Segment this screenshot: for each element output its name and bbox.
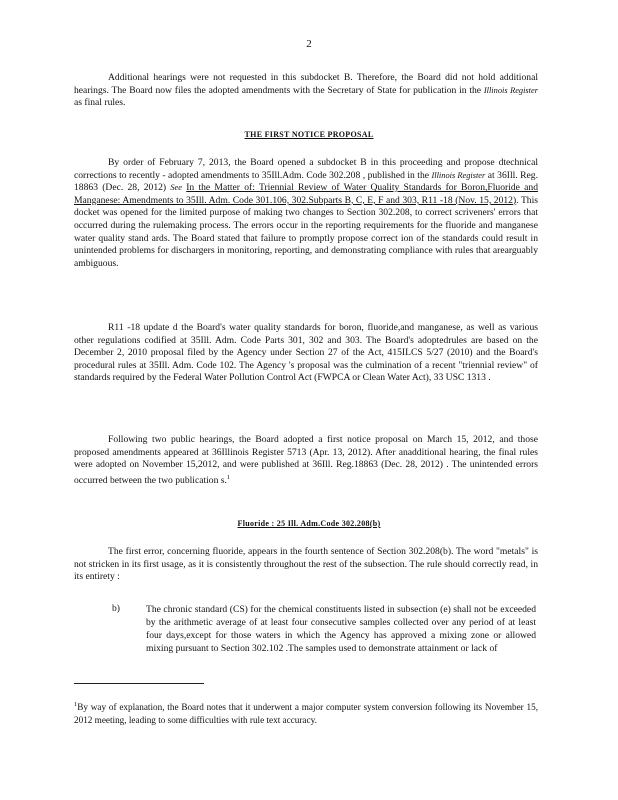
heading-first-notice: [0, 130, 618, 139]
rule-text-block: The chronic standard (CS) for the chemical constituents listed in subsection (e) shall not be exceeded by the arithmetic average of at least four consecutive samples collected over any period of at least four days,except for those waters in which the Agency has approved a mixing zone or allowed mixing pursuant to Section 302.102 .The samples used to demonstrate attainment or lack of: [146, 604, 536, 654]
footnote-ref: 1: [226, 473, 231, 481]
para4-text: Following two public hearings, the Board adopted a first notice proposal on March 15, 2012, and those proposed amendments appeared at 36Illinois Register 5713 (Apr. 13, 2012). After anadditional hearing, the final rules were adopted on November 15,2012, and were published at 36Ill. Reg.18863 (Dec. 28, 2012) . The unintended errors occurred between the two publication s.: [74, 434, 538, 486]
heading-fluoride: [0, 519, 618, 528]
paragraph-r11-18: R11 -18 update d the Board's water quality standards for boron, fluoride,and manganese, as well as various other regulations codified at 35Ill. Adm. Code Parts 301, 302 and 303. The Board's adoptedrules are based on the December 2, 2010 proposal filed by the Agency under Section 27 of the Act, 415ILCS 5/27 (2010) and the Board's procedural rules at 35Ill. Adm. Code 102. The Agency 's proposal was the culmination of a recent "triennial review" of standards required by the Federal Water Pollution Control Act (FWPCA or Clean Water Act), 33 USC 1313 .: [74, 322, 538, 384]
para1-end: as final rules.: [74, 97, 126, 109]
paragraph-first-error: The first error, concerning fluoride, appears in the fourth sentence of Section 302.208(b). The word "metals" is not stricken in its first usage, as it is consistently throughout the rest of the subsection. The rule should correctly read, in its entirety :: [74, 546, 538, 583]
footnote-separator: [74, 683, 204, 684]
footnote-text: By way of explanation, the Board notes that it underwent a major computer system conversion following its November 15, 2012 meeting, leading to some difficulties with rule text accuracy.: [74, 702, 538, 725]
paragraph-following-hearings: [74, 434, 538, 488]
para2-text-a: By order of February 7, 2013, the Board opened a subdocket B in this proceeding and propose dtechnical corrections to recently - adopted amendments to 35Ill.Adm. Code 302.208 , published in the: [74, 157, 538, 181]
heading-fluoride-text: Fluoride : 25 Ill. Adm.Code 302.208(b): [237, 519, 381, 528]
subsection-label: b): [112, 603, 120, 614]
para2-italic-register: Illinois Register: [431, 170, 486, 180]
para2-italic-see: See: [170, 183, 182, 193]
page-number: 2: [306, 38, 312, 50]
paragraph-additional-hearings: [74, 72, 538, 110]
footnote-number: 1: [74, 701, 78, 708]
footnote: [74, 699, 538, 726]
para1-text: Additional hearings were not requested in this subdocket B. Therefore, the Board did not hold additional hearings. The Board now files the adopted amendments with the Secretary of State for publication in the: [74, 72, 538, 96]
paragraph-order: [74, 157, 538, 270]
citation-link: In the Matter of: Triennial Review of Water Quality Standards for Boron,Fluoride and Manganese: Amendments to 35Ill. Adm. Code 301.106, 302.Subparts B, C, E, F and 303, R11 -18 (Nov. 15, 2012): [74, 182, 538, 206]
para2-text-c: . This docket was opened for the limited purpose of making two changes to Section 302.208, to correct scriveners' errors that occurred during the rulemaking process. The errors occur in the reporting requirements for the fluoride and manganese water quality stand ards. The Board stated that failure to promptly propose correct ion of the standards could result in unintended problems for dischargers in monitoring, reporting, and demonstrating compliance with rules that arearguably ambiguous.: [74, 194, 538, 269]
para1-italic: Illinois Register: [483, 85, 538, 95]
heading-first-notice-text: THE FIRST NOTICE PROPOSAL: [244, 130, 374, 139]
para2-text-b: at 36Ill. Reg. 18863 (Dec. 28, 2012): [74, 169, 538, 194]
